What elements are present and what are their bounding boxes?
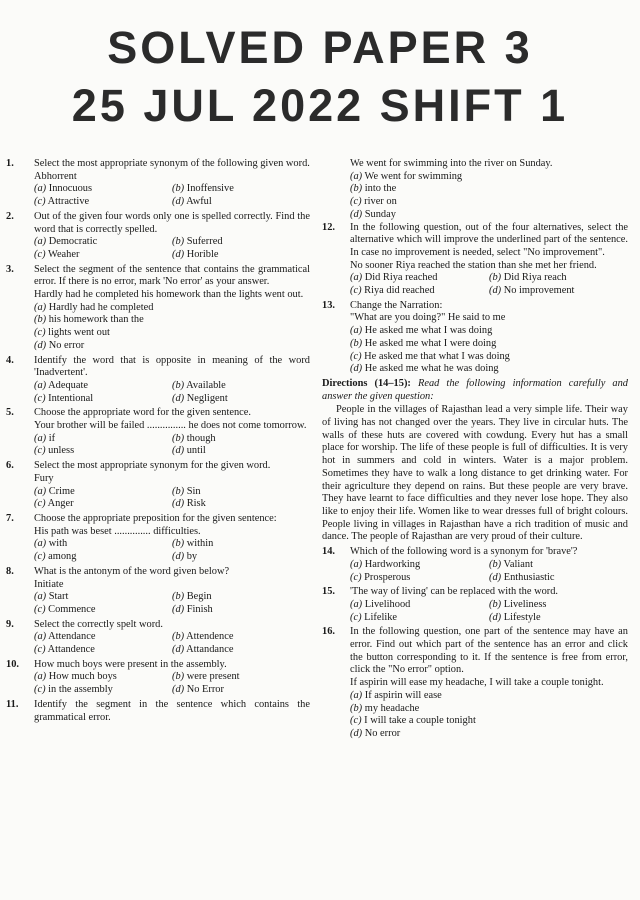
option-letter: (d) <box>172 603 185 615</box>
option-text: Commence <box>48 603 96 615</box>
option-item <box>172 498 310 511</box>
question-stem: Select the correctly spelt word. <box>34 618 163 630</box>
option-text: Riya did reached <box>364 285 435 297</box>
option-item <box>350 703 628 716</box>
option-text: lights went out <box>48 327 110 339</box>
question-number: 8. <box>6 565 14 577</box>
option-letter: (a) <box>34 538 47 550</box>
question-number: 6. <box>6 460 14 472</box>
title-line-2: 25 JUL 2022 SHIFT 1 <box>71 80 569 131</box>
question-item <box>322 546 628 584</box>
option-letter: (c) <box>350 715 362 727</box>
options-list <box>34 486 310 511</box>
option-text: Innocuous <box>48 183 93 195</box>
option-letter: (b) <box>34 314 47 326</box>
option-text: No error <box>364 727 401 739</box>
option-item <box>489 599 628 612</box>
question-number: 13. <box>322 299 335 311</box>
question-number: 7. <box>6 512 14 524</box>
option-letter: (a) <box>350 689 363 701</box>
option-letter: (a) <box>34 671 47 683</box>
option-item <box>350 728 628 741</box>
option-text: Awful <box>186 196 212 208</box>
option-text: Start <box>48 591 69 603</box>
options-list <box>34 380 310 405</box>
question-item <box>322 300 628 376</box>
option-text: He asked me what I was doing <box>364 325 493 337</box>
option-text: my headache <box>364 702 420 714</box>
option-letter: (d) <box>350 208 363 220</box>
question-item <box>6 264 310 353</box>
option-letter: (b) <box>489 558 502 570</box>
option-item <box>34 380 172 393</box>
options-list <box>34 433 310 458</box>
option-letter: (c) <box>34 327 46 339</box>
option-text: Hardworking <box>364 558 421 570</box>
option-text: Did Riya reached <box>364 272 438 284</box>
option-item <box>350 612 489 625</box>
question-number: 4. <box>6 354 14 366</box>
question-stem: In the following question, out of the four alternatives, select the alternative which will improve the underlined part of the sentence. In case no improvement is needed, select "No improvement". <box>350 221 628 258</box>
question-prompt: "What are you doing?" He said to me <box>350 312 506 324</box>
option-text: until <box>186 445 206 457</box>
option-text: How much boys <box>48 671 117 683</box>
option-letter: (b) <box>172 671 185 683</box>
left-column <box>6 158 310 726</box>
question-prompt: Abhorrent <box>34 170 77 182</box>
question-number: 2. <box>6 210 14 222</box>
question-number: 16. <box>322 626 335 638</box>
option-letter: (d) <box>172 551 185 563</box>
option-text: Valiant <box>503 558 533 570</box>
option-text: Enthusiastic <box>503 571 555 583</box>
option-item <box>172 538 310 551</box>
right-questions-b <box>322 546 628 741</box>
option-letter: (a) <box>34 591 47 603</box>
option-letter: (d) <box>172 445 185 457</box>
option-text: We went for swimming <box>364 170 463 182</box>
option-text: Democratic <box>48 236 98 248</box>
option-text: within <box>186 538 214 550</box>
option-letter: (a) <box>350 558 363 570</box>
option-text: Sin <box>186 485 201 497</box>
options-list <box>350 325 628 376</box>
option-item <box>350 285 489 298</box>
option-item <box>489 272 628 285</box>
option-letter: (b) <box>350 337 363 349</box>
option-item <box>350 351 628 364</box>
option-text: Weaher <box>47 248 80 260</box>
option-text: Anger <box>47 498 74 510</box>
option-letter: (c) <box>34 445 46 457</box>
option-letter: (b) <box>172 379 185 391</box>
question-prompt: Your brother will be failed ............... he does not come tomorrow. <box>34 420 307 432</box>
option-text: Intentional <box>48 392 94 404</box>
question-stem: What is the antonym of the word given below? <box>34 565 230 577</box>
option-letter: (d) <box>172 196 185 208</box>
option-item <box>172 380 310 393</box>
question-stem: Select the most appropriate synonym of the following given word. <box>34 158 310 169</box>
option-letter: (d) <box>350 363 363 375</box>
question-prompt: His path was beset .............. difficulties. <box>34 525 201 537</box>
option-text: Lifestyle <box>503 611 541 623</box>
option-item <box>34 604 172 617</box>
option-item <box>489 612 628 625</box>
option-text: Crime <box>48 485 75 497</box>
options-list <box>350 559 628 584</box>
options-list <box>34 591 310 616</box>
option-letter: (c) <box>34 644 46 656</box>
options-list <box>34 538 310 563</box>
option-text: into the <box>364 183 397 195</box>
option-letter: (c) <box>350 196 362 208</box>
option-item <box>34 196 172 209</box>
q11-options <box>322 171 628 222</box>
option-item <box>489 572 628 585</box>
question-item <box>322 222 628 298</box>
option-letter: (c) <box>34 551 46 563</box>
question-number: 10. <box>6 658 19 670</box>
question-item <box>6 513 310 564</box>
option-text: Attendence <box>186 631 234 643</box>
question-prompt: Hardly had he completed his homework than the lights went out. <box>34 289 304 301</box>
question-item <box>6 211 310 262</box>
question-prompt: No sooner Riya reached the station than she met her friend. <box>350 259 597 271</box>
option-letter: (c) <box>350 571 362 583</box>
question-number: 9. <box>6 618 14 630</box>
question-prompt: If aspirin will ease my headache, I will take a couple tonight. <box>350 677 604 689</box>
option-text: Suferred <box>186 236 223 248</box>
option-item <box>350 272 489 285</box>
option-text: If aspirin will ease <box>364 689 442 701</box>
question-number: 3. <box>6 263 14 275</box>
question-item <box>6 699 310 724</box>
option-text: Negligent <box>186 392 228 404</box>
option-text: No Error <box>186 684 224 696</box>
option-item <box>172 604 310 617</box>
option-text: Begin <box>186 591 212 603</box>
option-item <box>172 551 310 564</box>
option-text: Risk <box>186 498 206 510</box>
option-letter: (b) <box>350 183 363 195</box>
option-item <box>172 631 310 644</box>
option-text: with <box>48 538 68 550</box>
right-column <box>322 158 628 743</box>
question-number: 11. <box>6 698 19 710</box>
option-text: Sunday <box>364 208 396 220</box>
question-stem: Identify the word that is opposite in meaning of the word 'Inadvertent'. <box>34 354 310 379</box>
option-letter: (b) <box>489 598 502 610</box>
question-stem: Identify the segment in the sentence which contains the grammatical error. <box>34 698 310 723</box>
option-item <box>172 433 310 446</box>
options-list <box>350 171 628 222</box>
option-letter: (a) <box>34 183 47 195</box>
option-item <box>172 249 310 262</box>
title-line-1: SOLVED PAPER 3 <box>107 22 533 73</box>
option-item <box>34 314 310 327</box>
option-item <box>489 559 628 572</box>
option-text: river on <box>364 196 397 208</box>
option-letter: (b) <box>350 702 363 714</box>
option-letter: (a) <box>350 272 363 284</box>
option-item <box>34 671 172 684</box>
option-text: I will take a couple tonight <box>364 715 476 727</box>
question-item <box>6 460 310 511</box>
option-item <box>350 572 489 585</box>
option-letter: (b) <box>172 183 185 195</box>
option-item <box>350 196 628 209</box>
option-letter: (c) <box>34 196 46 208</box>
option-letter: (d) <box>172 248 185 260</box>
option-text: Attandance <box>186 644 234 656</box>
option-item <box>34 445 172 458</box>
option-item <box>172 591 310 604</box>
option-letter: (d) <box>172 644 185 656</box>
option-letter: (a) <box>34 432 47 444</box>
option-item <box>34 644 172 657</box>
directions-label: Directions (14–15): <box>322 377 411 389</box>
option-text: unless <box>48 445 75 457</box>
question-number: 12. <box>322 221 335 233</box>
option-letter: (b) <box>172 236 185 248</box>
option-letter: (d) <box>489 611 502 623</box>
option-item <box>34 538 172 551</box>
option-text: No error <box>48 339 85 351</box>
option-item <box>350 559 489 572</box>
option-text: Inoffensive <box>186 183 234 195</box>
option-item <box>34 183 172 196</box>
option-text: Attractive <box>47 196 90 208</box>
option-text: though <box>186 432 216 444</box>
option-item <box>350 171 628 184</box>
question-item <box>6 659 310 697</box>
option-letter: (c) <box>34 603 46 615</box>
option-letter: (d) <box>172 392 185 404</box>
option-text: Hardly had he completed <box>48 301 154 313</box>
option-text: Available <box>186 379 226 391</box>
question-item <box>6 566 310 617</box>
question-prompt: Fury <box>34 472 54 484</box>
option-item <box>34 302 310 315</box>
option-item <box>350 325 628 338</box>
question-item <box>6 158 310 209</box>
options-list <box>34 183 310 208</box>
option-item <box>350 715 628 728</box>
option-letter: (a) <box>34 631 47 643</box>
option-letter: (b) <box>172 631 185 643</box>
question-stem: Which of the following word is a synonym for 'brave'? <box>350 546 578 558</box>
option-letter: (c) <box>350 285 362 297</box>
question-stem: Change the Narration: <box>350 299 443 311</box>
question-prompt: Initiate <box>34 578 64 590</box>
option-letter: (b) <box>172 591 185 603</box>
option-text: his homework than the <box>48 314 144 326</box>
option-item <box>172 393 310 406</box>
option-letter: (d) <box>34 339 47 351</box>
option-item <box>172 183 310 196</box>
question-number: 15. <box>322 586 335 598</box>
q11-sentence: We went for swimming into the river on Sunday. <box>350 158 553 169</box>
option-text: He asked me what I were doing <box>364 337 497 349</box>
option-letter: (a) <box>34 379 47 391</box>
right-questions-a <box>322 222 628 376</box>
option-item <box>172 486 310 499</box>
question-stem: Select the most appropriate synonym for the given word. <box>34 460 271 472</box>
option-letter: (c) <box>34 498 46 510</box>
question-stem: Choose the appropriate word for the given sentence. <box>34 407 251 419</box>
option-item <box>34 486 172 499</box>
options-list <box>34 671 310 696</box>
option-letter: (b) <box>172 432 185 444</box>
option-letter: (a) <box>350 325 363 337</box>
option-item <box>172 445 310 458</box>
option-text: Attendance <box>48 631 96 643</box>
option-letter: (d) <box>489 571 502 583</box>
option-text: Finish <box>186 603 213 615</box>
option-item <box>34 327 310 340</box>
option-item <box>34 249 172 262</box>
question-stem: How much boys were present in the assembly. <box>34 658 227 670</box>
option-text: Horible <box>186 248 219 260</box>
passage: People in the villages of Rajasthan lead a very simple life. Their way of living has not changed over the years. They live in circular huts. The walls of these huts are covered with cowdung. Every hut has a small place for worship. The life of these people is full of difficulties. It is very hot in summers and cold in winters. Water is a major problem. Sometimes they have to walk a long distance to get drinking water. For their agriculture they depend on rains. But these people are very brave. They have learnt to face difficulties and they never lose hope. They also like to enjoy their life. Women like to wear dresses full of bright colours. People living in villages in Rajasthan have a rich tradition of music and dance. The people of Rajasthan are very proud of their culture. <box>322 404 628 543</box>
option-item <box>172 644 310 657</box>
option-text: Liveliness <box>503 598 547 610</box>
option-text: He asked me that what I was doing <box>364 350 510 362</box>
option-letter: (d) <box>172 684 185 696</box>
option-item <box>350 338 628 351</box>
option-item <box>350 690 628 703</box>
question-stem: 'The way of living' can be replaced with the word. <box>350 586 559 598</box>
option-letter: (a) <box>350 598 363 610</box>
option-text: Did Riya reach <box>503 272 567 284</box>
question-item <box>6 407 310 458</box>
option-text: by <box>186 551 198 563</box>
question-stem: In the following question, one part of the sentence may have an error. Find out which part of the sentence has an error and click the button corresponding to it. If the sentence is free from error, click the "No error" option. <box>350 626 628 676</box>
options-list <box>350 690 628 741</box>
option-item <box>34 551 172 564</box>
option-letter: (c) <box>34 392 46 404</box>
option-letter: (c) <box>350 611 362 623</box>
option-item <box>489 285 628 298</box>
option-item <box>34 498 172 511</box>
option-text: among <box>48 551 77 563</box>
options-list <box>350 272 628 297</box>
option-letter: (b) <box>172 485 185 497</box>
option-letter: (a) <box>34 236 47 248</box>
question-stem: Choose the appropriate preposition for the given sentence: <box>34 512 277 524</box>
option-item <box>350 209 628 222</box>
option-item <box>350 183 628 196</box>
option-text: No improvement <box>503 285 575 297</box>
options-list <box>34 236 310 261</box>
question-number: 1. <box>6 158 14 169</box>
option-letter: (c) <box>34 248 46 260</box>
option-item <box>34 684 172 697</box>
option-item <box>350 599 489 612</box>
option-item <box>172 684 310 697</box>
option-letter: (a) <box>34 485 47 497</box>
directions-text: Read the following information carefully and answer the given question: <box>322 377 628 402</box>
question-item <box>322 626 628 740</box>
option-item <box>34 340 310 353</box>
option-letter: (a) <box>34 301 47 313</box>
question-item <box>6 355 310 406</box>
options-list <box>350 599 628 624</box>
option-text: Prosperous <box>364 571 411 583</box>
option-item <box>34 631 172 644</box>
option-item <box>172 236 310 249</box>
option-item <box>34 236 172 249</box>
option-letter: (b) <box>489 272 502 284</box>
option-text: He asked me what he was doing <box>364 363 499 375</box>
option-text: were present <box>186 671 240 683</box>
option-letter: (d) <box>489 285 502 297</box>
question-stem: Out of the given four words only one is spelled correctly. Find the word that is correctly spelled. <box>34 210 310 235</box>
option-item <box>34 393 172 406</box>
question-number: 14. <box>322 546 335 558</box>
option-text: Attandence <box>47 644 95 656</box>
question-item <box>6 619 310 657</box>
option-text: in the assembly <box>48 684 113 696</box>
option-letter: (c) <box>34 684 46 696</box>
option-letter: (a) <box>350 170 363 182</box>
option-item <box>34 433 172 446</box>
option-text: Adequate <box>48 379 88 391</box>
option-item <box>350 363 628 376</box>
options-list <box>34 302 310 353</box>
question-item <box>322 586 628 624</box>
option-text: Lifelike <box>364 611 398 623</box>
option-item <box>172 671 310 684</box>
option-letter: (d) <box>172 498 185 510</box>
option-item <box>172 196 310 209</box>
option-letter: (c) <box>350 350 362 362</box>
options-list <box>34 631 310 656</box>
option-letter: (d) <box>350 727 363 739</box>
option-text: if <box>48 432 56 444</box>
question-stem: Select the segment of the sentence that contains the grammatical error. If there is no error, mark 'No error' as your answer. <box>34 263 310 288</box>
directions <box>322 378 628 403</box>
question-number: 5. <box>6 407 14 419</box>
option-text: Livelihood <box>364 598 411 610</box>
option-letter: (b) <box>172 538 185 550</box>
option-item <box>34 591 172 604</box>
